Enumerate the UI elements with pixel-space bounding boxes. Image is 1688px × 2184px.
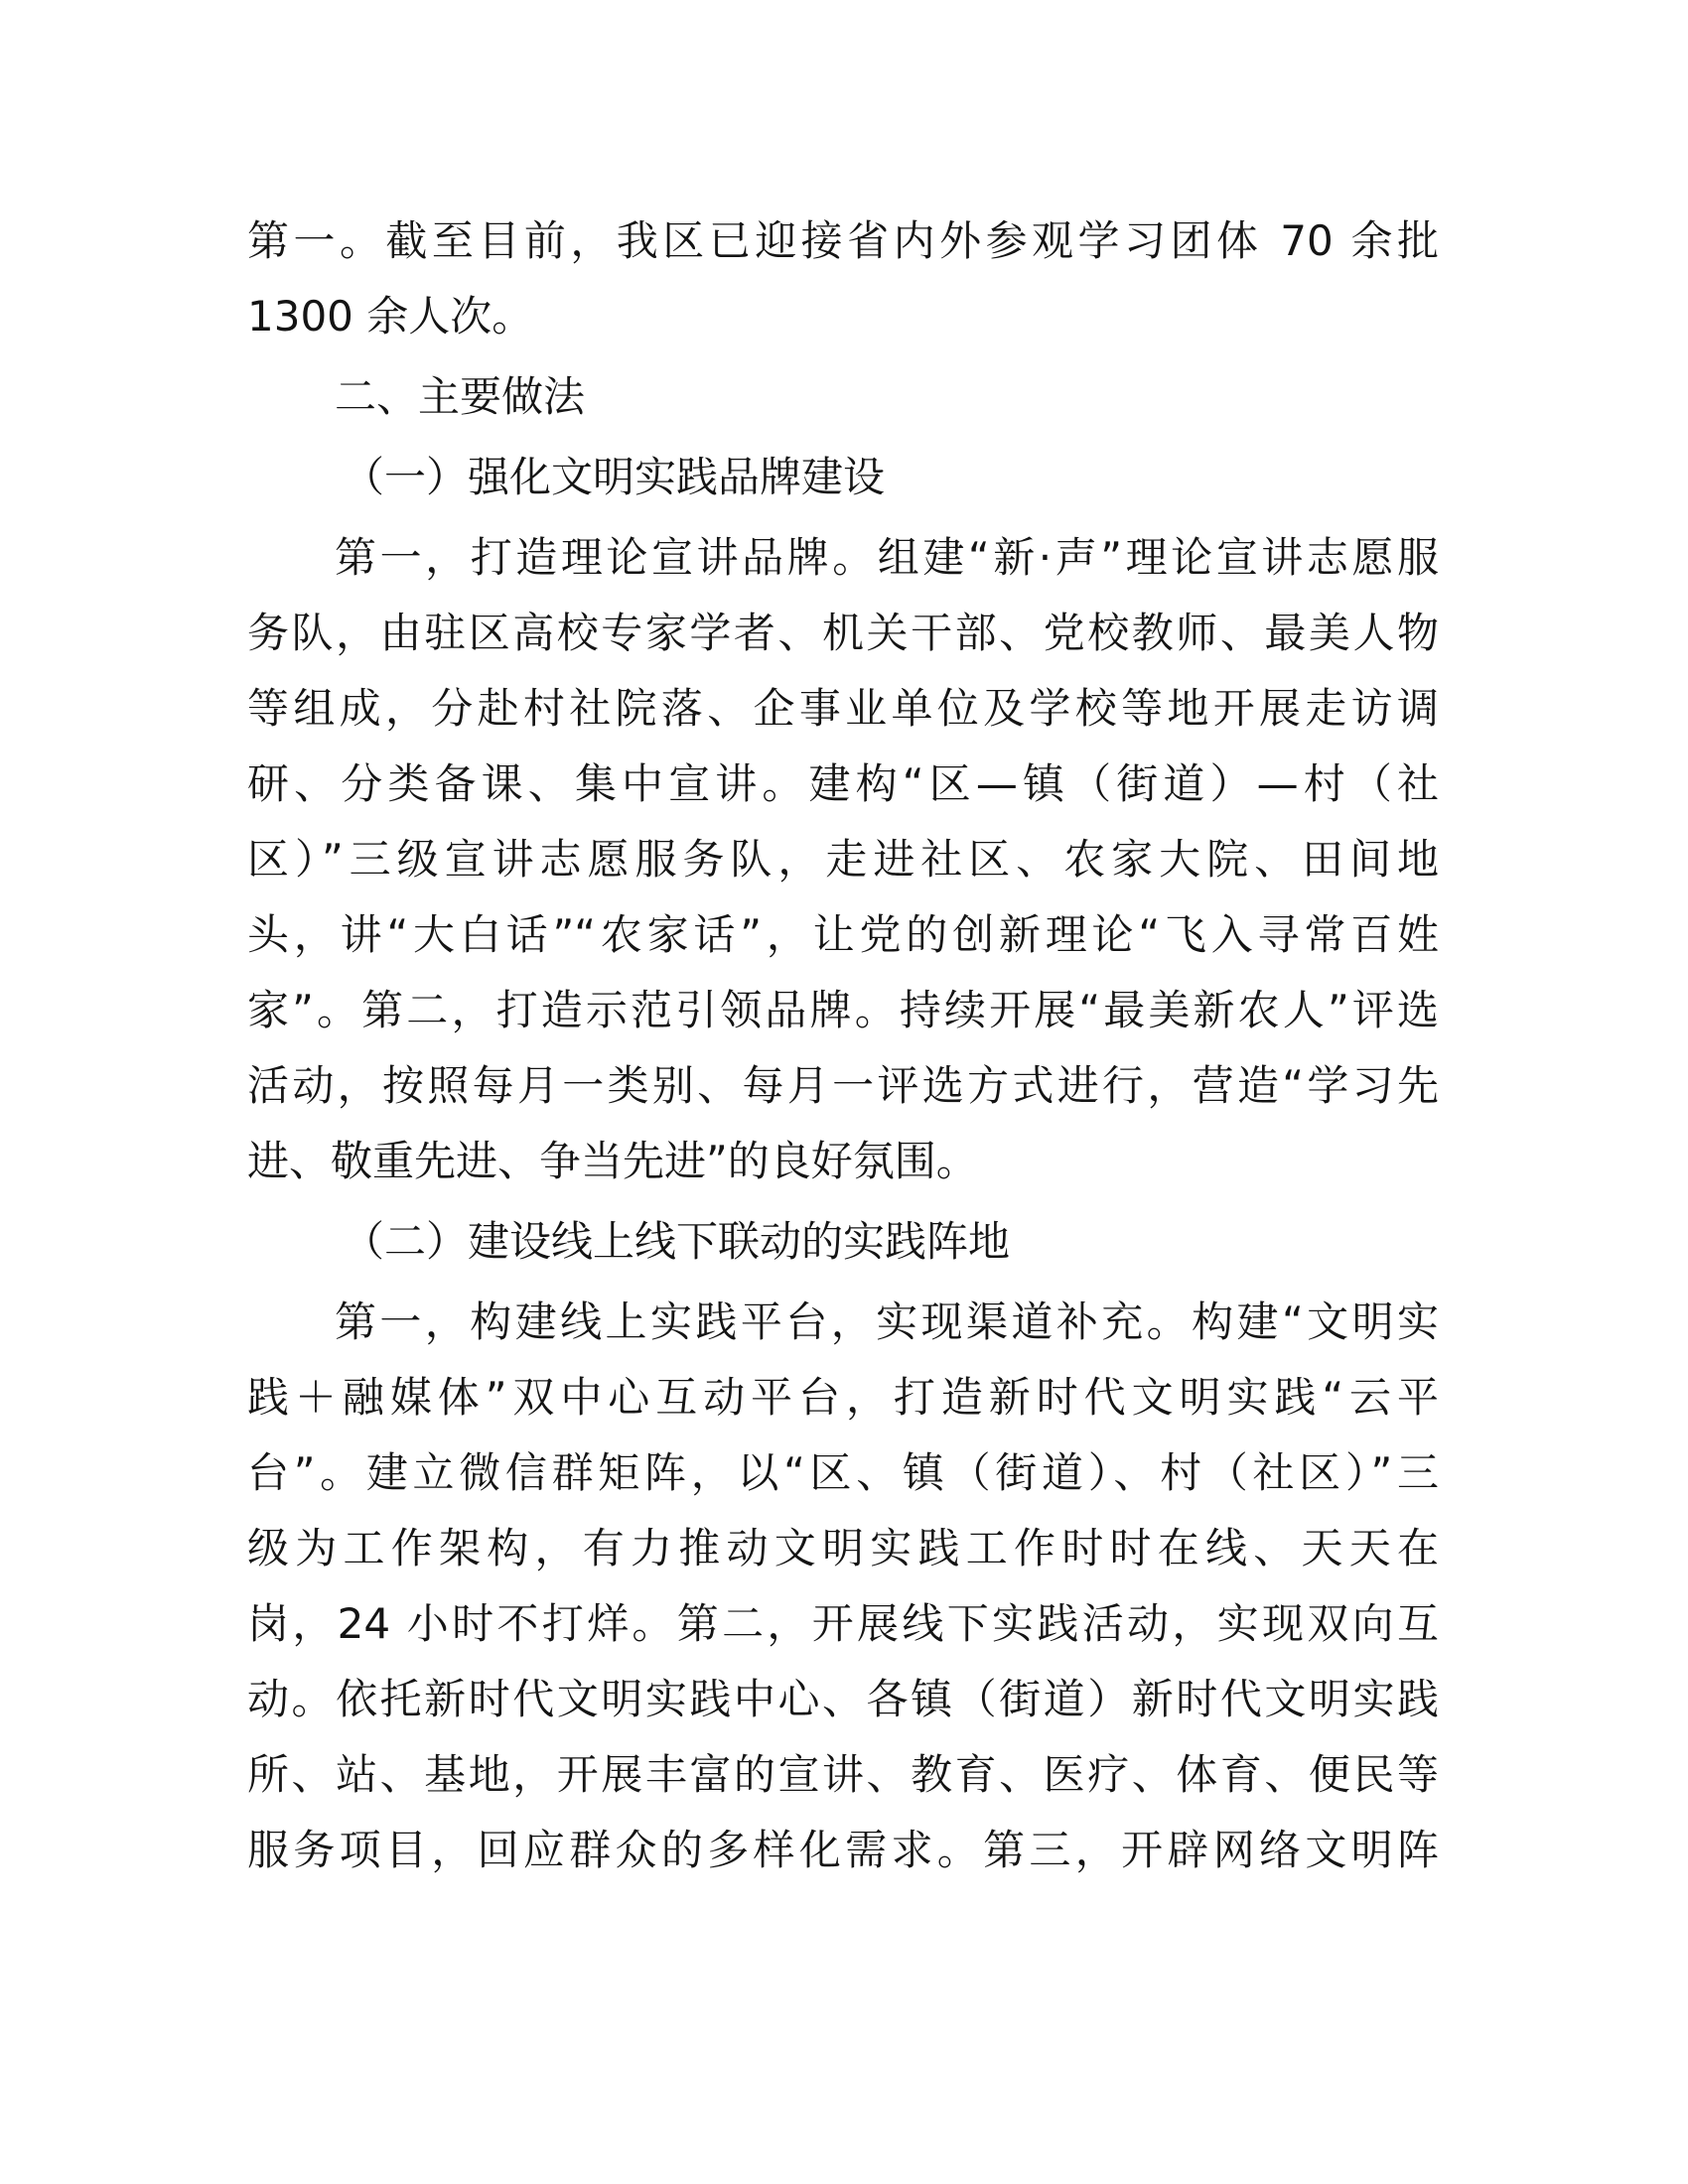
paragraph-line: 等组成，分赴村社院落、企事业单位及学校等地开展走访调 [247,684,1439,733]
paragraph-line: 所、站、基地，开展丰富的宣讲、教育、医疗、体育、便民等 [247,1750,1439,1799]
paragraph-line: 动。依托新时代文明实践中心、各镇（街道）新时代文明实践 [247,1675,1439,1723]
paragraph-line: 活动，按照每月一类别、每月一评选方式进行，营造“学习先 [247,1061,1439,1110]
paragraph-line: 第一，打造理论宣讲品牌。组建“新·声”理论宣讲志愿服 [335,533,1439,582]
paragraph-line: 家”。第二，打造示范引领品牌。持续开展“最美新农人”评选 [247,986,1439,1034]
paragraph-line: 头，讲“大白话”“农家话”，让党的创新理论“飞入寻常百姓 [247,910,1439,959]
paragraph-line: 区）”三级宣讲志愿服务队，走进社区、农家大院、田间地 [247,835,1439,884]
paragraph-line: 第一，构建线上实践平台，实现渠道补充。构建“文明实 [335,1297,1439,1346]
paragraph-line: 第一。截至目前，我区已迎接省内外参观学习团体 70 余批 [247,216,1439,265]
paragraph-line: 岗，24 小时不打烊。第二，开展线下实践活动，实现双向互 [247,1599,1439,1648]
subsection-heading: （二）建设线上线下联动的实践阵地 [343,1217,1011,1266]
paragraph-line: 级为工作架构，有力推动文明实践工作时时在线、天天在 [247,1524,1439,1572]
paragraph-line: 1300 余人次。 [247,292,534,341]
paragraph-line: 进、敬重先进、争当先进”的良好氛围。 [247,1137,978,1185]
paragraph-line: 服务项目，回应群众的多样化需求。第三，开辟网络文明阵 [247,1826,1439,1874]
paragraph-line: 务队，由驻区高校专家学者、机关干部、党校教师、最美人物 [247,609,1439,657]
document-body [247,204,1439,1888]
subsection-heading: （一）强化文明实践品牌建设 [343,453,886,501]
paragraph-line: 台”。建立微信群矩阵，以“区、镇（街道）、村（社区）”三 [247,1448,1439,1497]
section-heading: 二、主要做法 [335,372,586,421]
paragraph-line: 研、分类备课、集中宣讲。建构“区—镇（街道）—村（社 [247,759,1439,808]
paragraph-line: 践＋融媒体”双中心互动平台，打造新时代文明实践“云平 [247,1373,1439,1422]
